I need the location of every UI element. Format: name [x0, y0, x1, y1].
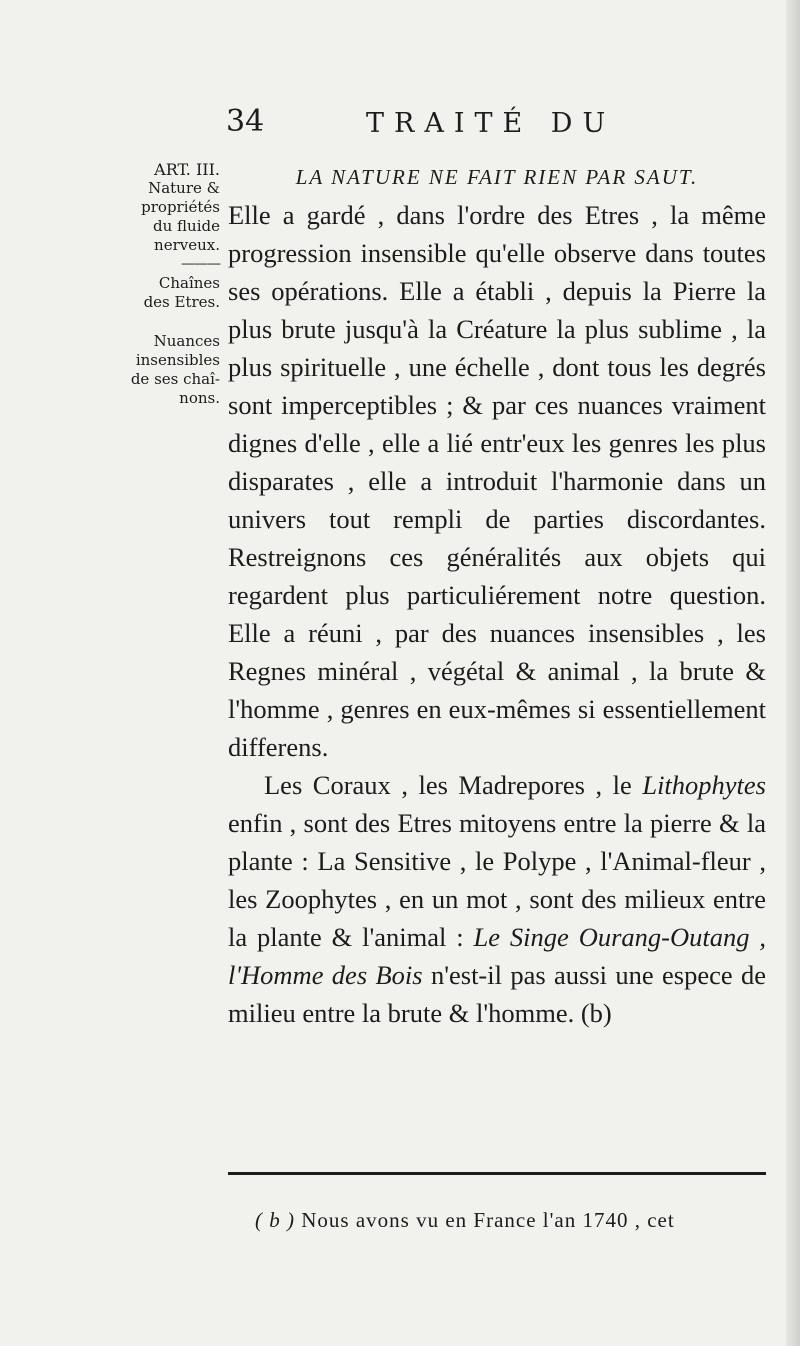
- margin-note-article: ART. III.: [154, 160, 220, 179]
- footnote-text: Nous avons vu en France l'an 1740 , cet: [301, 1208, 675, 1232]
- paragraph-2-part-3: n'est-il pas aussi une espece de milieu entre la brute & l'homme. (b): [228, 960, 766, 1028]
- running-head: TRAITÉ DU: [366, 108, 616, 139]
- page-edge-shadow: [786, 0, 800, 1346]
- margin-note-line: des Etres.: [143, 293, 220, 311]
- paragraph-2-italic-1: Lithophytes: [642, 770, 766, 800]
- paragraph-2-italic-2: Le Singe Ourang-Outang , l'Homme des Bois: [228, 922, 766, 990]
- margin-note-line: Nuances: [153, 332, 220, 350]
- footnote: [255, 1208, 766, 1233]
- footnote-mark: ( b ): [255, 1208, 295, 1232]
- margin-note-line: nerveux.: [154, 236, 220, 254]
- margin-note-gap: [112, 312, 220, 332]
- margin-note-divider: ———: [181, 256, 220, 272]
- paragraph-2-part-1: Les Coraux , les Madrepores , le: [264, 770, 643, 800]
- margin-note-line: nons.: [179, 389, 220, 407]
- margin-note-line: de ses chaî-: [130, 370, 220, 388]
- main-text: [228, 158, 766, 1032]
- section-heading: LA NATURE NE FAIT RIEN PAR SAUT.: [295, 165, 699, 189]
- margin-notes: [112, 160, 220, 408]
- page-header: [226, 98, 766, 142]
- paragraph-2-part-2: enfin , sont des Etres mitoyens entre la pierre & la plante : La Sensitive , le Polype , l'Animal-fleur , les Zoophytes , en un mot , sont des milieux entre la plante & l'animal :: [228, 808, 766, 952]
- paragraph-1: Elle a gardé , dans l'ordre des Etres , la même progression insensible qu'elle observe dans toutes ses opérations. Elle a établi , depuis la Pierre la plus brute jusqu'à la Créature la plus sublime , la plus spirituelle , une échelle , dont tous les degrés sont imperceptibles ; & par ces nuances vraiment dignes d'elle , elle a lié entr'eux les genres les plus disparates , elle a introduit l'harmonie dans un univers tout rempli de parties discordantes. Restreignons ces généralités aux objets qui regardent plus particuliérement notre question. Elle a réuni , par des nuances insensibles , les Regnes minéral , végétal & animal , la brute & l'homme , genres en eux-mêmes si essentiellement differens.: [228, 200, 766, 762]
- margin-note-line: Nature &: [148, 179, 220, 197]
- paragraph-2: [228, 766, 766, 1032]
- margin-note-line: du fluide: [153, 217, 220, 235]
- margin-note-line: Chaînes: [158, 274, 220, 292]
- page-number: 34: [226, 104, 265, 139]
- footnote-rule: [228, 1172, 766, 1175]
- margin-note-line: propriétés: [141, 198, 220, 216]
- margin-note-line: insensibles: [135, 351, 220, 369]
